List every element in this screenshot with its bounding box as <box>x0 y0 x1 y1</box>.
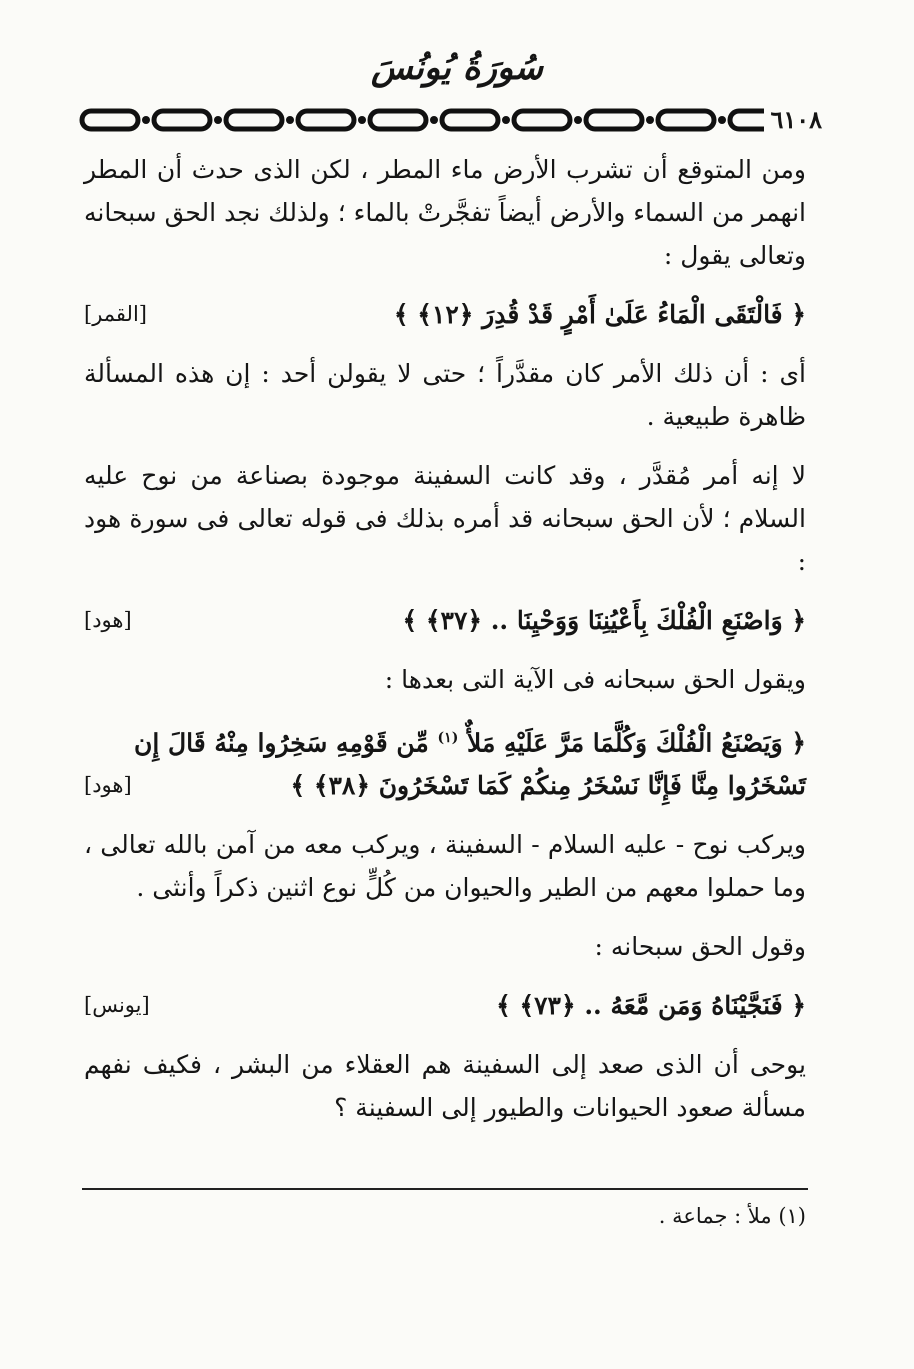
verse-source: [هود] <box>84 608 132 632</box>
quran-verse <box>84 293 806 336</box>
paragraph: لا إنه أمر مُقدَّر ، وقد كانت السفينة موجودة بصناعة من نوح عليه السلام ؛ لأن الحق سبحانه قد أمره بذلك فى قوله تعالى فى سورة هود : <box>84 461 806 576</box>
surah-title: سُورَةُ يُونُسَ <box>371 48 543 88</box>
verse-source: [يونس] <box>84 993 150 1018</box>
verse-text: ﴿ فَالْتَقَى الْمَاءُ عَلَىٰ أَمْرٍ قَدْ قُدِرَ ﴿١٢﴾ ﴾ <box>393 300 806 329</box>
footnote-divider <box>82 1188 808 1190</box>
footnote-mark: (١) <box>437 730 459 746</box>
verse-line-2: تَسْخَرُوا مِنَّا فَإِنَّا نَسْخَرُ مِنكُمْ كَمَا تَسْخَرُونَ ﴿٣٨﴾ ﴾ <box>290 771 806 801</box>
verse-source: [هود] <box>84 773 132 798</box>
verse-source: [القمر] <box>84 302 147 326</box>
footnote: (١) ملأ : جماعة . <box>658 1204 806 1228</box>
chain-border-ornament <box>78 104 838 138</box>
paragraph: ويقول الحق سبحانه فى الآية التى بعدها : <box>384 665 806 694</box>
paragraph: أى : أن ذلك الأمر كان مقدَّراً ؛ حتى لا يقولن أحد : إن هذه المسألة ظاهرة طبيعية . <box>84 359 806 431</box>
verse-text: ﴿ فَنَجَّيْنَاهُ وَمَن مَّعَهُ .. ﴿٧٣﴾ ﴾ <box>496 991 806 1021</box>
verse-line-1 <box>84 717 806 764</box>
paragraph: ويركب نوح - عليه السلام - السفينة ، ويركب معه من آمن بالله تعالى ، وما حملوا معهم من الطير والحيوان من كُلٍّ نوع اثنين ذكراً وأنثى . <box>84 830 806 903</box>
verse-text-part: ﴿ وَيَصْنَعُ الْفُلْكَ وَكُلَّمَا مَرَّ عَلَيْهِ مَلأٌ <box>467 728 806 758</box>
quran-verse-long <box>84 717 806 807</box>
paragraph: ومن المتوقع أن تشرب الأرض ماء المطر ، لكن الذى حدث أن المطر انهمر من السماء والأرض أيضاً تفجَّرتْ بالماء ؛ ولذلك نجد الحق سبحانه وتعالى يقول : <box>84 155 806 270</box>
verse-text-part: مِّن قَوْمِهِ سَخِرُوا مِنْهُ قَالَ إِن <box>133 728 429 758</box>
ornamental-rule <box>78 104 838 138</box>
quran-verse <box>84 599 806 642</box>
main-text <box>84 148 806 1145</box>
quran-verse <box>84 984 806 1027</box>
page-number: ٦١٠٨ <box>764 105 828 134</box>
paragraph: وقول الحق سبحانه : <box>594 932 806 962</box>
paragraph: يوحى أن الذى صعد إلى السفينة هم العقلاء من البشر ، فكيف نفهم مسألة صعود الحيوانات والطيور إلى السفينة ؟ <box>84 1050 806 1123</box>
verse-text: ﴿ وَاصْنَعِ الْفُلْكَ بِأَعْيُنِنَا وَوَحْيِنَا .. ﴿٣٧﴾ ﴾ <box>402 606 806 635</box>
